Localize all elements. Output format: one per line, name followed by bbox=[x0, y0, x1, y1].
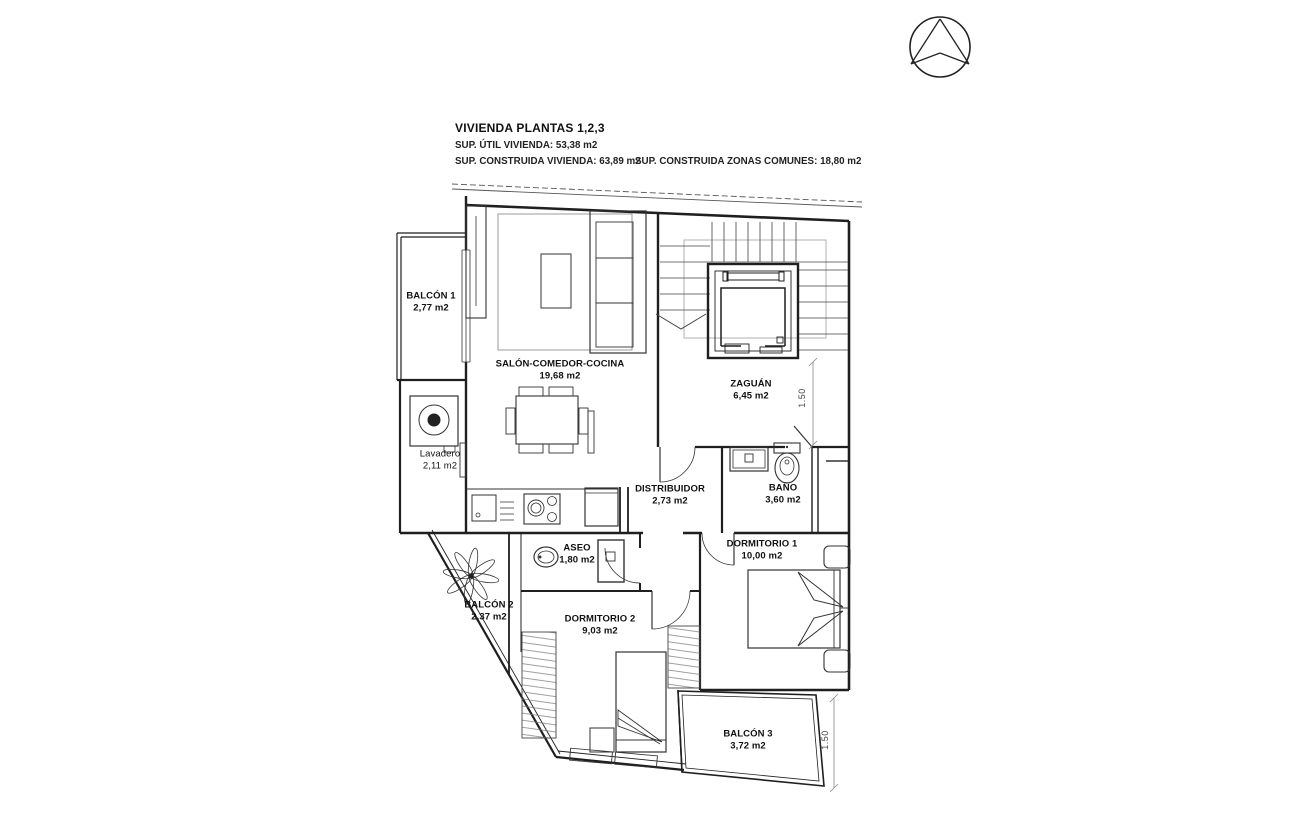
dimension-label-zaguan: 1.50 bbox=[797, 388, 807, 408]
room-name: BALCÓN 2 bbox=[464, 599, 514, 611]
room-name: ASEO bbox=[563, 542, 591, 554]
cooktop bbox=[524, 494, 560, 524]
room-area: 3,60 m2 bbox=[765, 495, 801, 506]
sofa bbox=[590, 211, 646, 353]
room-area: 19,68 m2 bbox=[539, 371, 581, 382]
room-label-lavadero bbox=[420, 449, 460, 474]
double-bed bbox=[748, 570, 840, 648]
north-arrow-icon bbox=[910, 17, 970, 77]
living-room-furniture bbox=[498, 211, 646, 353]
room-name: ZAGUÁN bbox=[730, 378, 772, 390]
room-area: 9,03 m2 bbox=[582, 626, 618, 637]
room-area: 10,00 m2 bbox=[741, 551, 783, 562]
room-label-balcon-1 bbox=[406, 291, 455, 316]
stair-direction-chevron bbox=[656, 314, 706, 329]
room-label-dormitorio-2 bbox=[565, 614, 636, 639]
room-label-dormitorio-1 bbox=[727, 539, 798, 564]
room-name: DORMITORIO 2 bbox=[564, 613, 636, 625]
room-area: 6,45 m2 bbox=[733, 391, 769, 402]
room-label-balcon-2 bbox=[464, 600, 513, 625]
rug bbox=[498, 214, 632, 350]
sup-zonas-comunes-line: SUP. CONSTRUIDA ZONAS COMUNES: 18,80 m2 bbox=[635, 156, 862, 167]
nightstand bbox=[590, 728, 614, 752]
room-area: 2,37 m2 bbox=[471, 612, 507, 623]
sink bbox=[472, 495, 496, 521]
room-area: 3,72 m2 bbox=[730, 741, 766, 752]
room-name: BALCÓN 3 bbox=[723, 728, 773, 740]
room-label-bano bbox=[765, 483, 801, 508]
room-name: BALCÓN 1 bbox=[406, 290, 456, 302]
bathroom-fixtures bbox=[730, 443, 848, 483]
room-label-salon-comedor-cocina bbox=[496, 359, 625, 384]
laundry bbox=[410, 396, 458, 452]
window-pier bbox=[466, 206, 486, 318]
single-bed bbox=[616, 652, 666, 752]
room-label-balcon-3 bbox=[723, 729, 772, 754]
elevator bbox=[708, 264, 798, 358]
nightstand bbox=[824, 650, 850, 672]
room-name: DISTRIBUIDOR bbox=[635, 483, 705, 495]
coffee-table bbox=[541, 254, 571, 308]
room-name: SALÓN-COMEDOR-COCINA bbox=[495, 358, 625, 370]
kitchen bbox=[466, 488, 618, 526]
plan-title: VIVIENDA PLANTAS 1,2,3 bbox=[455, 121, 605, 135]
palm-plant-icon bbox=[443, 548, 500, 605]
sink-cabinet bbox=[730, 447, 768, 471]
bedroom-1-furniture bbox=[748, 546, 850, 672]
toilet-bowl bbox=[775, 453, 799, 483]
room-label-zaguan bbox=[730, 379, 771, 404]
wardrobe-right bbox=[668, 626, 700, 688]
room-name: DORMITORIO 1 bbox=[726, 538, 798, 550]
dining-table bbox=[516, 396, 578, 444]
nightstand bbox=[824, 546, 850, 568]
drainer bbox=[500, 502, 514, 520]
title-block bbox=[455, 121, 862, 172]
room-area: 1,80 m2 bbox=[559, 555, 595, 566]
sup-util-line: SUP. ÚTIL VIVIENDA: 53,38 m2 bbox=[455, 140, 598, 151]
fridge bbox=[585, 488, 618, 526]
room-area: 2,11 m2 bbox=[422, 461, 458, 472]
staircase bbox=[656, 222, 848, 350]
room-name: Lavadero bbox=[419, 448, 461, 460]
sup-construida-line: SUP. CONSTRUIDA VIVIENDA: 63,89 m2 bbox=[455, 156, 641, 167]
wardrobe-left bbox=[522, 632, 556, 738]
room-label-aseo bbox=[559, 543, 595, 568]
bedroom-2-furniture bbox=[570, 652, 666, 768]
room-name: BAÑO bbox=[768, 482, 798, 494]
dimension-label-balcon-3: 1.50 bbox=[820, 730, 830, 750]
room-area: 2,73 m2 bbox=[652, 496, 688, 507]
roof-outline bbox=[452, 184, 862, 207]
dining-set bbox=[506, 387, 588, 453]
room-label-distribuidor bbox=[635, 484, 705, 509]
room-area: 2,77 m2 bbox=[413, 303, 449, 314]
